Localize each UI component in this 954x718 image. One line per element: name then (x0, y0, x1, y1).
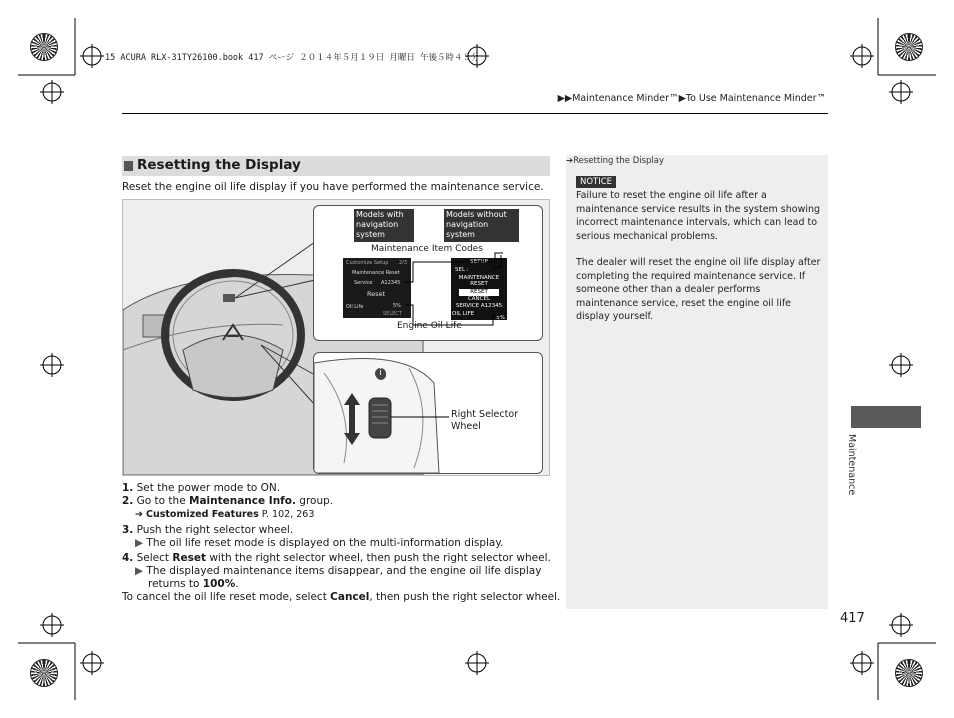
step-4-sub-2 (148, 578, 239, 591)
step-2-reference[interactable] (135, 508, 314, 521)
nav-screen-oil: Oil Life (346, 304, 364, 310)
breadcrumb-part-1: Maintenance Minder™ (572, 93, 679, 104)
step-3-text: Push the right selector wheel. (136, 524, 294, 536)
step-4 (122, 552, 551, 565)
step-1 (122, 482, 280, 495)
nav-screen-select: SELECT (383, 311, 402, 317)
label-right-selector-wheel: Right Selector Wheel (451, 409, 519, 432)
triangle-bullet-icon: ▶ (135, 537, 144, 549)
section-heading (122, 156, 550, 176)
step-3-sub-text: The oil life reset mode is displayed on the multi-information display. (146, 537, 504, 549)
reference-bold: Customized Features (146, 509, 259, 520)
print-file-header: 15 ACURA RLX-31TY26100.book 417 ページ ２０１４年５月１９日 月曜日 午後５時４３分 (105, 53, 480, 63)
mid-screen-oil: OIL LIFE (452, 311, 475, 317)
chapter-tab (851, 406, 921, 428)
label-with-navigation: Models with navigation system (354, 209, 414, 242)
step-3 (122, 524, 293, 537)
nav-screen-reset: Reset (367, 290, 386, 298)
step-4-sub2-bold: 100% (202, 578, 236, 590)
info-icon: i (375, 368, 386, 379)
mid-screen-m2: RESET (470, 281, 488, 287)
section-square-icon (124, 161, 133, 171)
step-4-text-end: with the right selector wheel, then push the right selector wheel. (205, 552, 551, 564)
reference-arrow-icon: ➔ (135, 509, 143, 520)
step-4-sub-text: The displayed maintenance items disappear, and the engine oil life display (146, 565, 542, 577)
breadcrumb-arrow-icon: ▶ (678, 93, 686, 104)
step-2-bold: Maintenance Info. (189, 495, 296, 507)
step-3-number: 3. (122, 524, 134, 536)
page-number: 417 (840, 611, 865, 626)
step-4-sub2-text: returns to (148, 578, 203, 590)
step-2-text: Go to the (136, 495, 189, 507)
mid-screen-pct: 5% (496, 315, 505, 321)
step-3-sub (135, 537, 503, 550)
step-1-number: 1. (122, 482, 134, 494)
mid-screen-m1: MAINTENANCE (458, 275, 500, 281)
notice-paragraph: Failure to reset the engine oil life after a maintenance service results in the system showing incorrect maintenance intervals, which can lead to serious mechanical problems. (576, 190, 821, 242)
cancel-text: To cancel the oil life reset mode, select (122, 591, 331, 603)
step-1-text: Set the power mode to ON. (136, 482, 281, 494)
sidebar-reference (566, 156, 664, 166)
label-maintenance-item-codes: Maintenance Item Codes (371, 244, 483, 254)
triangle-bullet-icon: ▶ (135, 565, 144, 577)
breadcrumb (558, 93, 826, 104)
step-4-text: Select (136, 552, 173, 564)
step-2-number: 2. (122, 495, 134, 507)
nav-screen-page: 2/3 (398, 260, 407, 266)
mid-screen-service: SERVICE A12345 (455, 303, 503, 309)
step-4-sub2-end: . (235, 578, 239, 590)
notice-badge: NOTICE (576, 176, 616, 188)
chapter-tab-label: Maintenance (846, 434, 857, 496)
breadcrumb-arrow-icon: ▶▶ (557, 93, 573, 104)
nav-screen-line1: Maintenance Reset (352, 270, 400, 276)
dashboard-figure (122, 199, 550, 476)
label-engine-oil-life: Engine Oil Life (397, 321, 462, 331)
nav-screen-pct: 5% (393, 303, 401, 309)
sidebar-notes (566, 155, 828, 609)
step-2 (122, 495, 333, 508)
intro-text: Reset the engine oil life display if you have performed the maintenance service. (122, 181, 544, 193)
nav-screen-code: A12345 (381, 280, 401, 286)
callout-brackets (313, 205, 541, 339)
mid-screen-cancel: CANCEL (467, 296, 491, 302)
step-2-text-end: group. (295, 495, 334, 507)
cancel-text-end: , then push the right selector wheel. (369, 591, 561, 603)
dealer-paragraph: The dealer will reset the engine oil life display after completing the required maintenance service. If someone other than a dealer performs maintenance service, reset the engine oil life display yourself. (576, 257, 821, 322)
cancel-bold: Cancel (330, 591, 370, 603)
mid-screen-sel: SEL : (455, 267, 469, 273)
cancel-instruction (122, 591, 560, 604)
section-title: Resetting the Display (137, 157, 301, 173)
nav-screen-service: Service (354, 280, 373, 286)
reference-pages: P. 102, 263 (258, 509, 315, 520)
breadcrumb-part-2: To Use Maintenance Minder™ (685, 93, 826, 104)
mid-screen-setup: SETUP (470, 259, 488, 265)
header-rule (122, 113, 828, 114)
step-4-number: 4. (122, 552, 134, 564)
mid-screen-reset: RESET (459, 289, 499, 296)
label-without-navigation: Models without navigation system (444, 209, 519, 242)
nav-screen-title: Customize Setup (346, 260, 389, 266)
reference-arrow-icon: ➔ (566, 156, 574, 166)
step-4-sub (135, 565, 541, 578)
step-4-bold: Reset (172, 552, 206, 564)
sidebar-reference-text: Resetting the Display (573, 156, 665, 166)
